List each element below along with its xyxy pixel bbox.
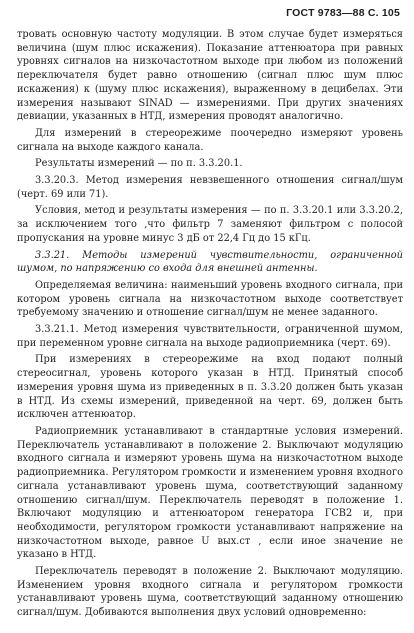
paragraph: 3.3.21. Методы измерений чувствительности, ограниченной шумом, по напряжению со входа для внешней антенны.: [17, 249, 403, 275]
body-text: [17, 28, 403, 623]
paragraph: Условия, метод и результаты измерения — по п. 3.3.20.1 или 3.3.20.2, за исключением того ,что фильтр 7 заменяют фильтром с полосой пропускания на уровне минус 3 дБ от 22,4 Гц до 15 кГц.: [17, 205, 403, 244]
paragraph: Переключатель переводят в положение 2. Выключают модуляцию. Изменением уровня входного сигнала и регулятором громкости устанавливают уровень шума, соответствующий заданному отношению сигнал/шум. Добиваются выполнения двух условий одновременно:: [17, 566, 403, 619]
paragraph: При измерениях в стереорежиме на вход подают полный стереосигнал, уровень которого указан в НТД. Принятый способ измерения уровня шума из приведенных в п. 3.3.20 должен быть указан в НТД. Из схемы измерений, приведенной на черт. 69, должен быть исключен аттенюатор.: [17, 354, 403, 421]
paragraph: Радиоприемник устанавливают в стандартные условия измерений. Переключатель устанавливают в положение 2. Выключают модуляцию входного сигнала и измеряют уровень шума на низкочастотном выходе радиоприемника. Регулятором громкости и изменением уровня входного сигнала устанавливают уровень шума, соответствующий заданному отношению сигнал/шум. Переключатель переводят в положение 1. Включают модуляцию и аттенюатором генератора ГСВ2 и, при необходимости, регулятором громкости устанавливают напряжение на низкочастотном выходе, равное U вых.ст , если иное значение не указано в НТД.: [17, 425, 403, 561]
paragraph: Для измерений в стереорежиме поочередно измеряют уровень сигнала на выходе каждого канала.: [17, 127, 403, 153]
paragraph: 3.3.21.1. Метод измерения чувствительности, ограниченной шумом, при переменном уровне сигнала на выходе радиоприемника (черт. 69).: [17, 324, 403, 349]
paragraph: Определяемая величина: наименьший уровень входного сигнала, при котором уровень сигнала на низкочастотном выходе соответствует требуемому значению и отношение сигнал/шум не менее заданного.: [17, 279, 403, 319]
paragraph: тровать основную частоту модуляции. В этом случае будет измеряться величина (шум плюс искажения). Показание аттенюатора при равных уровнях сигналов на низкочастотном выходе при любом из положений переключателя будет равно отношению (сигнал плюс шум плюс искажения) к (шуму плюс искажения), выраженному в децибелах. Эти измерения называют SINAD — измерениями. При других значениях девиации, указанных в НТД, измерения проводят аналогично.: [17, 29, 403, 123]
paragraph: 3.3.20.3. Метод измерения невзвешенного отношения сигнал/шум (черт. 69 или 71).: [17, 175, 403, 200]
page-header: ГОСТ 9783—88 С. 105: [286, 7, 400, 19]
paragraph: Результаты измерений — по п. 3.3.20.1.: [35, 158, 243, 170]
